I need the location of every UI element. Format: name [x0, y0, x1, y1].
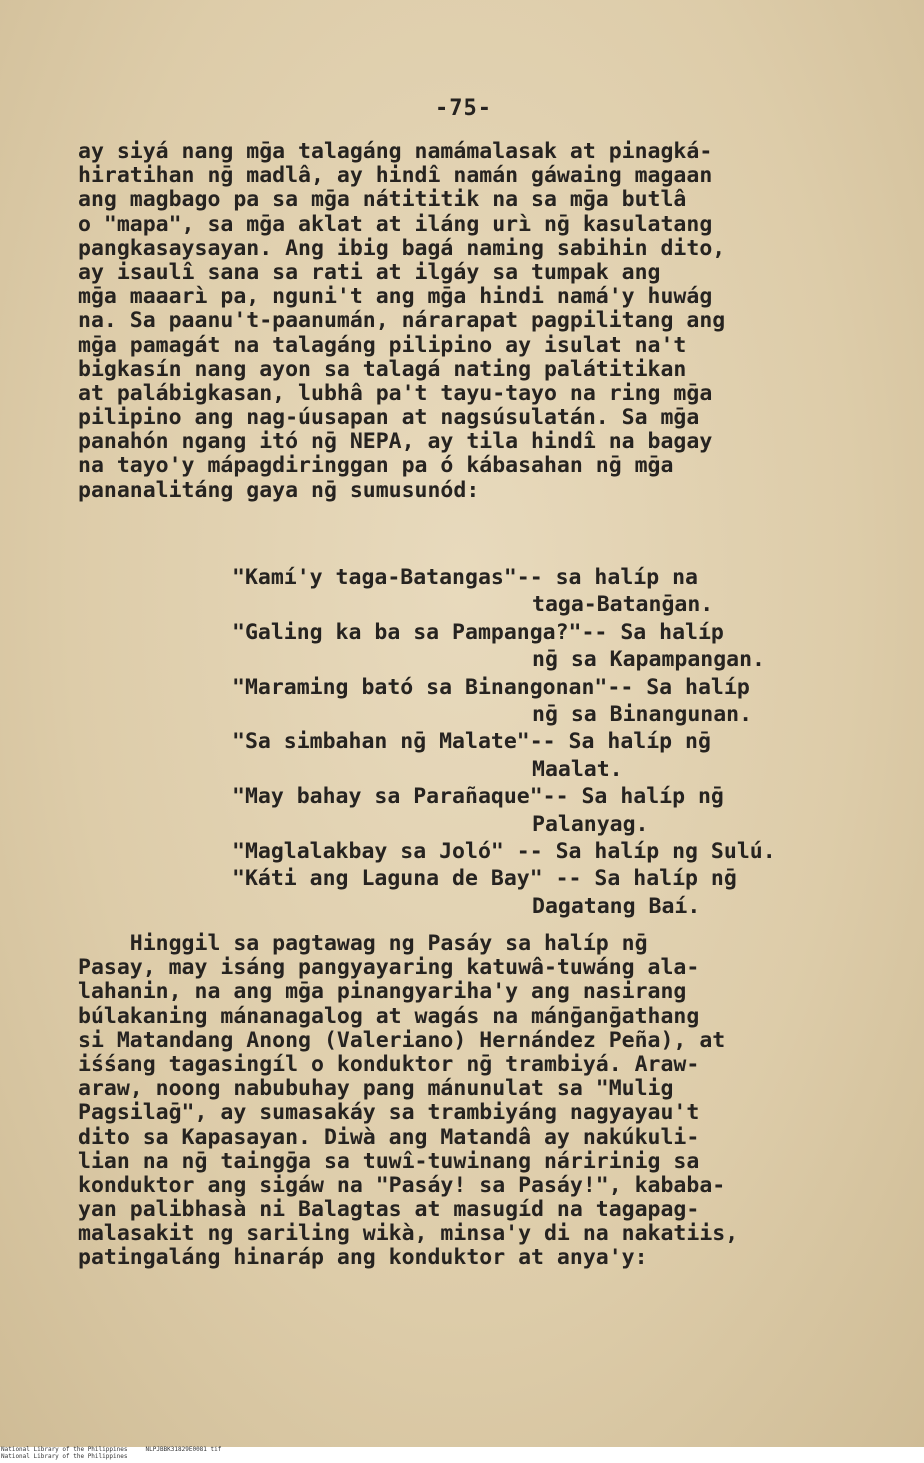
text-line: at palábigkasan, lubhâ pa't tayu-tayo na ring mḡa	[78, 380, 713, 406]
examples-list	[232, 564, 912, 920]
text-line: Pagsilaḡ", ay sumasakáy sa trambiyáng nagyayau't	[78, 1100, 700, 1126]
text-line: na. Sa paanu't-paanumán, nárarapat pagpilitang ang	[78, 308, 726, 334]
text-line: mḡa pamagát na talagáng pilipino ay isulat na't	[78, 332, 687, 358]
text-line: ay siyá nang mḡa talagáng namámalasak at pinagká-	[78, 139, 713, 164]
text-line: patingaláng hinaráp ang konduktor at anya'y:	[78, 1245, 648, 1271]
text-line: lahanin, na ang mḡa pinangyariha'y ang nasirang	[78, 979, 687, 1005]
example-continuation: Maalat.	[532, 756, 623, 782]
example-line: "Sa simbahan nḡ Malate"-- Sa halíp nḡ	[232, 729, 711, 755]
text-line: lian na nḡ taingḡa sa tuwî-tuwinang náririnig sa	[78, 1148, 700, 1174]
text-line: búlakaning mánanagalog at wagás na mánḡanḡathang	[78, 1003, 700, 1029]
text-line: Pasay, may isáng pangyayaring katuwâ-tuwáng ala-	[78, 955, 700, 981]
text-line: o "mapa", sa mḡa aklat at iláng urì nḡ kasulatang	[78, 211, 713, 237]
example-continuation: Palanyag.	[532, 811, 649, 837]
example-line: "Maraming bató sa Binangonan"-- Sa halíp	[232, 674, 750, 700]
text-line: pananalitáng gaya nḡ sumusunód:	[78, 477, 480, 503]
text-line: yan palibhasà ni Balagtas at masugíd na tagapag-	[78, 1197, 700, 1223]
example-line: "Kamí'y taga-Batangas"-- sa halíp na	[232, 565, 698, 590]
text-line: panahón ngang itó nḡ NEPA, ay tila hindî na bagay	[78, 429, 713, 455]
page-number: -75-	[435, 96, 492, 121]
text-line: araw, noong nabubuhay pang mánunulat sa "Mulig	[78, 1076, 674, 1102]
text-line: dito sa Kapasayan. Diwà ang Matandâ ay nakúkuli-	[78, 1124, 700, 1150]
text-line: pilipino ang nag-úusapan at nagsúsulatán. Sa mḡa	[78, 405, 700, 431]
example-line: "May bahay sa Parañaque"-- Sa halíp nḡ	[232, 784, 724, 810]
text-line: iśśang tagasingíl o konduktor nḡ trambiyá. Araw-	[78, 1051, 700, 1077]
text-line: pangkasaysayan. Ang ibig bagá naming sabihin dito,	[78, 235, 726, 261]
text-line: konduktor ang sigáw na "Pasáy! sa Pasáy!", kababa-	[78, 1172, 726, 1198]
example-line: "Galing ka ba sa Pampanga?"-- Sa halíp	[232, 619, 724, 645]
paragraph-1	[78, 140, 878, 503]
text-line: malasakit ng sariling wikà, minsa'y di na nakatiis,	[78, 1221, 739, 1247]
example-continuation: taga-Batanḡan.	[532, 592, 714, 618]
footer-line: National Library of the Philippines NLPJBBK31829E0081 tif	[1, 1446, 222, 1453]
example-line: "Káti ang Laguna de Bay" -- Sa halíp nḡ	[232, 866, 737, 892]
text-line: si Matandang Anong (Valeriano) Hernández Peña), at	[78, 1027, 726, 1053]
text-line: Hinggil sa pagtawag ng Pasáy sa halíp nḡ	[78, 931, 648, 956]
example-continuation: nḡ sa Kapampangan.	[532, 647, 765, 673]
example-continuation: Dagatang Baí.	[532, 893, 701, 919]
example-continuation: nḡ sa Binangunan.	[532, 701, 753, 727]
text-line: na tayo'y mápagdiringgan pa ó kábasahan nḡ mḡa	[78, 453, 674, 479]
paragraph-2	[78, 932, 878, 1271]
example-line: "Maglalakbay sa Joló" -- Sa halíp ng Sulú.	[232, 838, 776, 864]
text-line: ay isaulî sana sa rati at ilgáy sa tumpak ang	[78, 259, 661, 285]
text-line: ang magbago pa sa mḡa nátititik na sa mḡa butlâ	[78, 187, 687, 213]
text-line: bigkasín nang ayon sa talagá nating palátitikan	[78, 356, 687, 382]
text-line: mḡa maaarì pa, nguni't ang mḡa hindi namá'y huwág	[78, 284, 713, 310]
archive-footer	[0, 1447, 924, 1463]
footer-line: National Library of the Philippines	[1, 1452, 128, 1460]
text-line: hiratihan nḡ madlâ, ay hindî namán gáwaing magaan	[78, 163, 713, 189]
